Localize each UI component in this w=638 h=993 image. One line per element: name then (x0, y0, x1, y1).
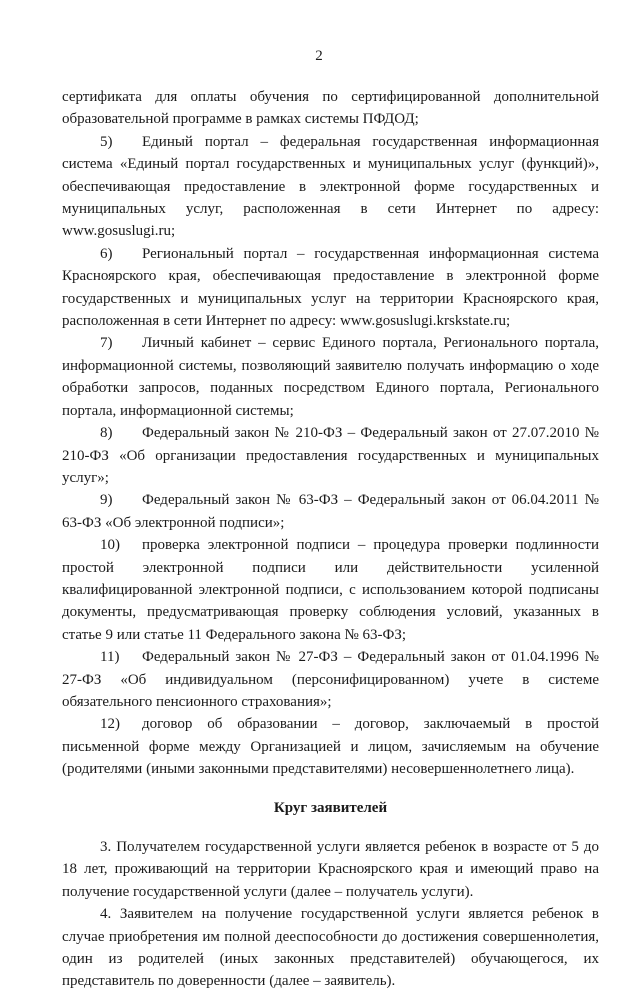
definition-item-10 (62, 534, 599, 646)
paragraph-text: сертификата для оплаты обучения по сертифицированной дополнительной образовательной программе в рамках системы ПФДОД; (62, 89, 599, 128)
clause-3 (62, 836, 599, 903)
section-heading: Круг заявителей (273, 799, 388, 816)
paragraph-text: Федеральный закон № 63-ФЗ – Федеральный закон от 06.04.2011 № 63-ФЗ «Об электронной подписи»; (62, 492, 599, 531)
item-number: 12) (100, 716, 120, 733)
paragraph-text: Личный кабинет – сервис Единого портала, Регионального портала, информационной системы, позволяющий заявителю получать информацию о ходе обработки запросов, поданных посредством Единого портала, Регионального портала, информационной системы; (62, 335, 599, 419)
definition-item-6 (62, 243, 599, 333)
item-number: 10) (100, 537, 120, 554)
document-body (62, 86, 599, 993)
page-number: 2 (315, 48, 323, 64)
definition-item-12 (62, 713, 599, 780)
paragraph-text: Федеральный закон № 27-ФЗ – Федеральный закон от 01.04.1996 № 27-ФЗ «Об индивидуальном (персонифицированном) учете в системе обязательного пенсионного страхования»; (62, 649, 599, 710)
paragraph-text: 3. Получателем государственной услуги является ребенок в возрасте от 5 до 18 лет, проживающий на территории Красноярского края и имеющий право на получение государственной услуги (далее – получатель услуги). (62, 839, 599, 900)
item-number: 7) (100, 335, 113, 352)
paragraph-text: проверка электронной подписи – процедура проверки подлинности простой электронной подписи или действительности усиленной квалифицированной электронной подписи, с использованием которой подписаны документы, предусматривающая проверку соблюдения условий, указанных в статье 9 или статье 11 Федерального закона № 63-ФЗ; (62, 537, 599, 643)
definition-item-9 (62, 489, 599, 534)
item-number: 9) (100, 492, 113, 509)
item-number: 8) (100, 425, 113, 442)
item-number: 5) (100, 133, 113, 150)
paragraph-text: договор об образовании – договор, заключаемый в простой письменной форме между Организацией и лицом, зачисляемым на обучение (родителями (иными законными представителями) несовершеннолетнего лица). (62, 716, 599, 778)
paragraph-text: Федеральный закон № 210-ФЗ – Федеральный закон от 27.07.2010 № 210-ФЗ «Об организации предоставления государственных и муниципальных услуг»; (62, 425, 599, 486)
paragraph-text: 4. Заявителем на получение государственной услуги является ребенок в случае приобретения им полной дееспособности до достижения совершеннолетия, один из родителей (иных законных представителей) обучающегося, их представитель по доверенности (далее – заявитель). (62, 906, 599, 990)
definition-item-5 (62, 131, 599, 243)
definition-item-8 (62, 422, 599, 489)
definition-item-11 (62, 646, 599, 713)
definition-item-7 (62, 332, 599, 422)
paragraph-text: Единый портал – федеральная государственная информационная система «Единый портал государственных и муниципальных услуг (функций)», обеспечивающая предоставление в электронной форме государственных и муниципальных услуг, расположенная в сети Интернет по адресу: www.gosuslugi.ru; (62, 133, 599, 240)
paragraph-continuation (62, 86, 599, 131)
clause-4 (62, 903, 599, 993)
paragraph-text: Региональный портал – государственная информационная система Красноярского края, обеспечивающая предоставление в электронной форме государственных и муниципальных услуг на территории Красноярского края, расположенная в сети Интернет по адресу: www.gosuslugi.krskstate.ru; (62, 245, 599, 330)
item-number: 6) (100, 245, 113, 262)
item-number: 11) (100, 649, 120, 666)
